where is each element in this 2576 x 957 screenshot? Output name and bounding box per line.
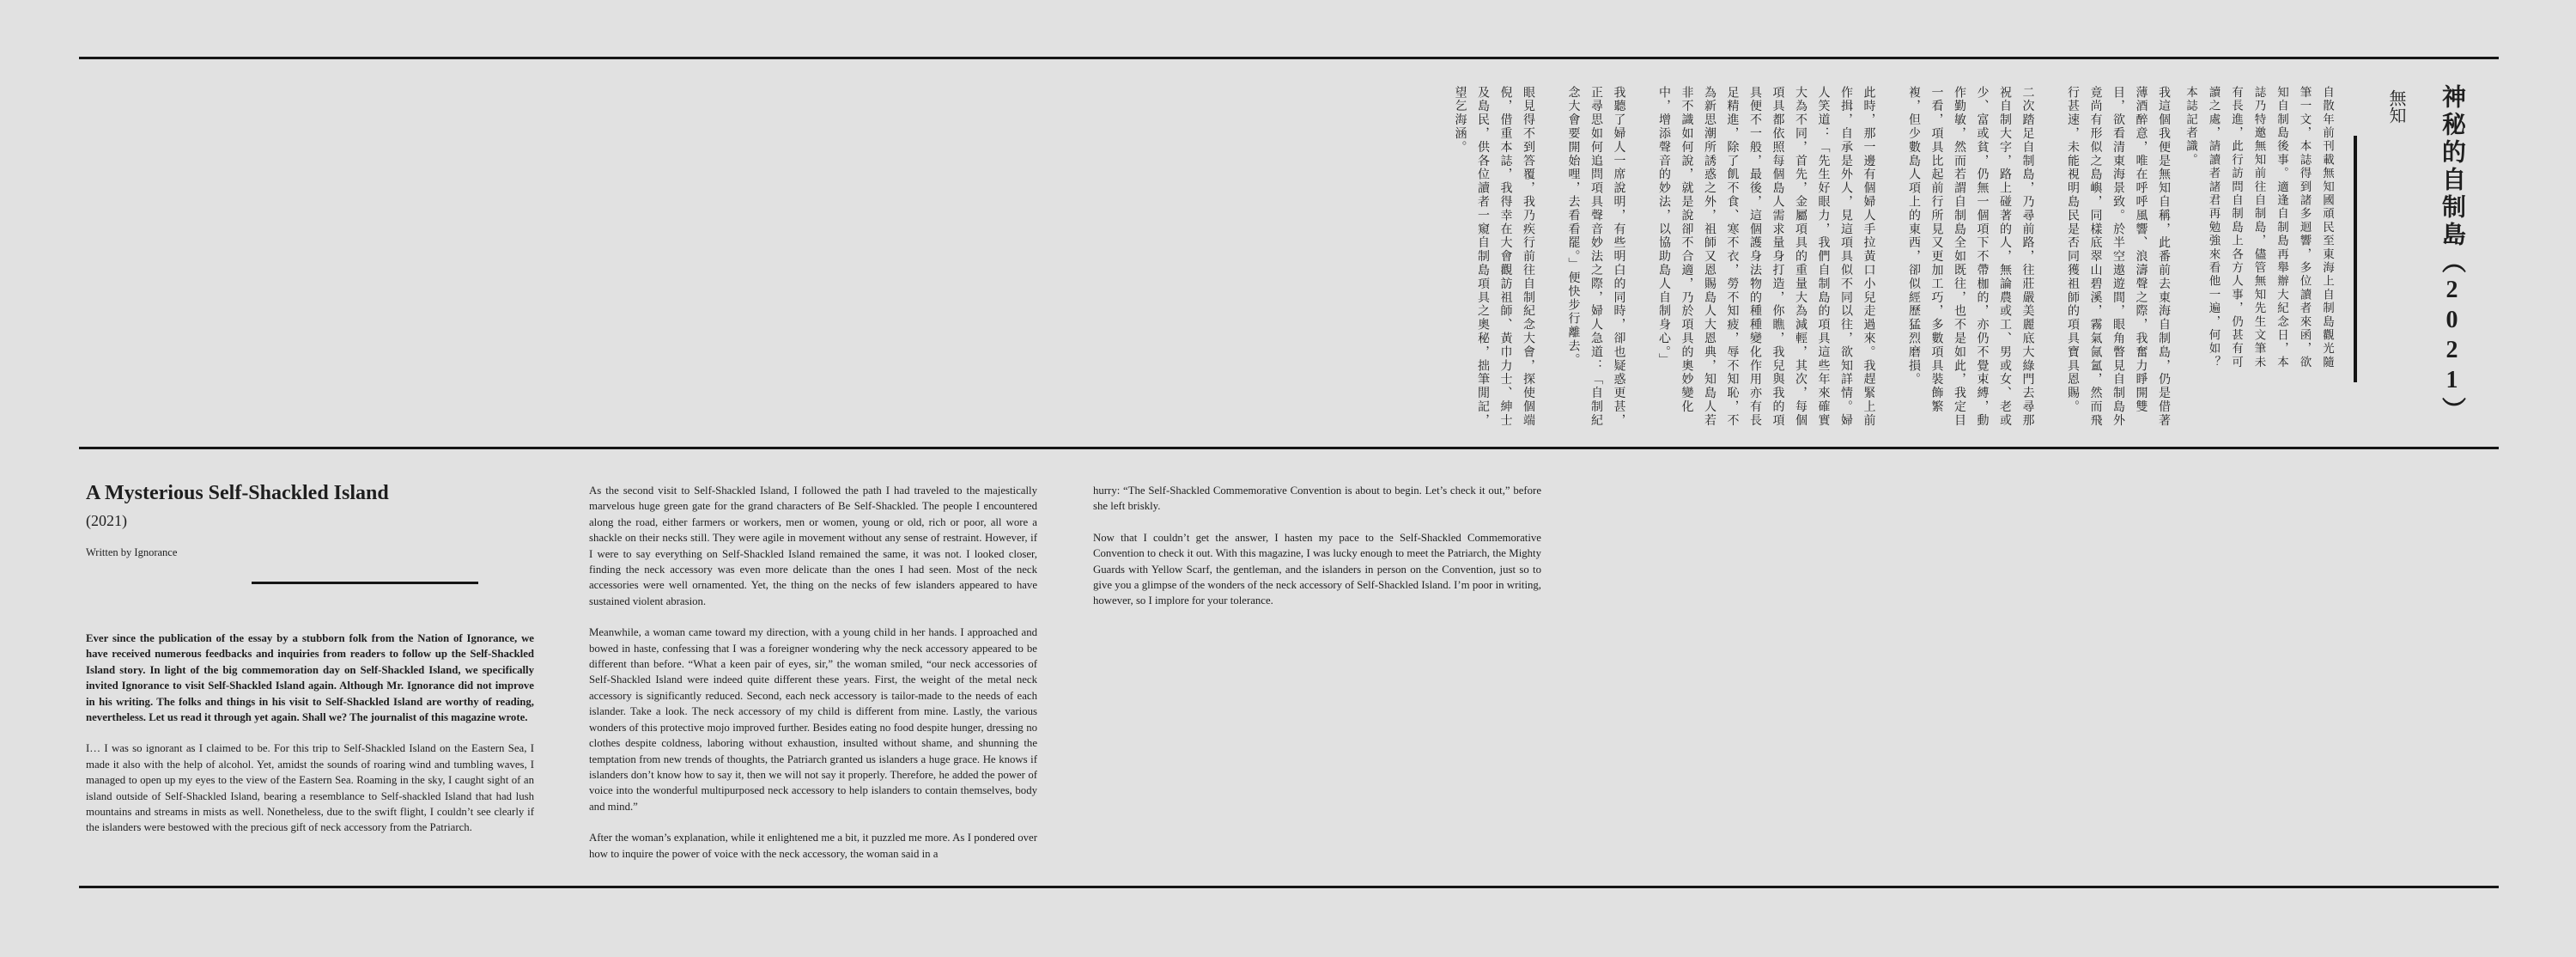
english-paragraph: Now that I couldn’t get the answer, I hasten my pace to the Self-Shackled Commemorative Convention to check it out. With this magazine, I was lucky enough to meet the Patriarch, the Mighty Guards with Yellow Scarf, the gentleman, and the islanders in person on the Convention, just so to give you a glimpse of the wonders of the neck accessory of Self-Shackled Island. I’m poor in writing, however, so I implore for your tolerance. xyxy=(1093,531,1541,607)
chinese-paragraph: 二次踏足自制島，乃尋前路，往莊嚴美麗底大綠門去尋那祝自制大字，路上碰著的人，無論農或工、男或女、老或少、富或貧，仍無一個項下不帶枷的，亦仍不覺束縛，動作勤敏，然而若謂自制島全如既往，也不是如此，我定目一看，項具比起前行所見又更加工巧，多數項具裝飾繁複，但少數島人項上的東西，卻似經歷猛烈磨損。 xyxy=(1907,86,2034,428)
chinese-paragraph: 此時，那一邊有個婦人手拉黃口小兒走過來。我趕緊上前作揖，自承是外人，見這項具似不同以往，欲知詳情。婦人笑道：「先生好眼力，我們自制島的項具這些年來確實大為不同，首先，金屬項具的重量大為減輕，其次，每個項具都依照每個島人需求量身打造，你瞧，我兒與我的項具便不一般，最後，這個護身法物的種種變化作用亦有長足精進，除了飢不食、寒不衣，勞不知疲，辱不知恥，不為新思潮所誘惑之外，祖師又恩賜島人大恩典，知島人若非不識如何說，就是說卻不合適，乃於項具的奧妙變化中，增添聲音的妙法，以協助島人自制身心。」 xyxy=(1657,86,1875,428)
bottom-rule xyxy=(79,886,2499,888)
chinese-accent-bar xyxy=(2354,136,2357,382)
english-intro-paragraph: Ever since the publication of the essay by a stubborn folk from the Nation of Ignorance, we have received numerous feedbacks and inquiries from readers to follow up the Self-Shackled Island story. In light of the big commemoration day on Self-Shackled Island, we specifically invited Ignorance to visit Self-Shackled Island again. Although Mr. Ignorance did not improve in his writing. The folks and things in his visit to Self-Shackled Island are worthy of reading, nevertheless. Let us read it through yet again. Shall we? The journalist of this magazine wrote. xyxy=(86,632,534,724)
top-rule xyxy=(79,57,2499,59)
chinese-paragraph: 眼見得不到答覆，我乃疾行前往自制紀念大會，探使個端倪，借重本誌，我得幸在大會觀訪祖師、黃巾力士、紳士及島民，供各位讀者一窺自制島項具之奧秘，拙筆閒記，望乞海涵。 xyxy=(1453,86,1534,428)
english-column-1 xyxy=(86,631,534,851)
chinese-body xyxy=(1247,86,2174,430)
english-year: (2021) xyxy=(86,512,127,529)
english-column-3 xyxy=(1093,483,1541,625)
english-paragraph: Meanwhile, a woman came toward my direction, with a young child in her hands. I approached and bowed in haste, confessing that I was a foreigner wondering why the neck accessory appeared to be different than before. “What a keen pair of eyes, sir,” the woman smiled, “our neck accessories of Self-Shackled Island were indeed quite different these years. First, the weight of the metal neck accessory is significantly reduced. Second, each neck accessory is tailor-made to the needs of each islander. Take a look. The neck accessory of my child is different from mine. Lastly, the various wonders of this protective mojo improved further. Besides eating no food despite hunger, dressing no clothes despite coldness, laboring without exhaustion, insulted without shame, and shunning the temptation from new trends of thoughts, the Patriarch granted us islanders a huge grace. He knows if islanders don’t know how to say it, then we will not say it properly. Therefore, he added the power of voice into the wonderful multipurposed neck accessory to help islanders to contain themselves, body and mind.” xyxy=(589,626,1037,813)
chinese-intro: 自散年前刊載無知國頑民至東海上自制島觀光隨筆一文，本誌得到諸多迴響，多位讀者來函，欲知自制島後事。適逢自制島再舉辦大紀念日，本誌乃特邀無知前往自制島，儘管無知先生文筆未有長進，此行訪問自制島上各方人事，仍甚有可讀之處，請讀者諸君再勉強來看他一遍，何如？本誌記者識。 xyxy=(2184,86,2334,369)
middle-rule xyxy=(79,447,2499,449)
english-paragraph: I… I was so ignorant as I claimed to be. For this trip to Self-Shackled Island on the Eastern Sea, I made it also with the help of alcohol. Yet, amidst the sounds of roaring wind and tumbling waves, I managed to open up my eyes to the view of the Eastern Sea. Roaming in the sky, I caught sight of an island outside of Self-Shackled Island, bearing a resemblance to Self-shackled Island that had lush mountains and streams in mists as well. Nonetheless, due to the swift flight, I couldn’t see clearly if the islanders were bestowed with the precious gift of neck accessory from the Patriarch. xyxy=(86,742,534,834)
english-paragraph: After the woman’s explanation, while it enlightened me a bit, it puzzled me more. As I pondered over how to inquire the power of voice with the neck accessory, the woman said in a xyxy=(589,832,1037,860)
english-paragraph: As the second visit to Self-Shackled Island, I followed the path I had traveled to the majestically marvelous huge green gate for the grand characters of Be Self-Shackled. The people I encountered along the road, either farmers or workers, men or women, young or old, rich or poor, all wore a shackle on their necks still. They were agile in movement without any sense of restraint. However, if I were to say everything on Self-Shackled Island remained the same, it was not. I looked closer, finding the neck accessory was even more delicate than the ones I had seen. Most of the neck accessories were well ornamented. Yet, the thing on the necks of few islanders appeared to have sustained violent abrasion. xyxy=(589,485,1037,607)
chinese-paragraph: 我這個我便是無知自稱，此番前去東海自制島，仍是借著薄酒醉意，唯在呼呼風響、浪濤聲之際，我奮力睜開雙目，欲看清東海景致。於半空遨遊間，眼角瞥見自制島外竟尚有形似之島嶼，同樣底翠山碧溪，霧氣氤氳，然而飛行甚速，未能視明島民是否同獲祖師的項具寶具恩賜。 xyxy=(2066,86,2170,428)
chinese-author: 無知 xyxy=(2386,89,2405,124)
english-column-2 xyxy=(589,483,1037,877)
title-divider xyxy=(252,582,478,584)
english-byline: Written by Ignorance xyxy=(86,546,178,558)
english-title: A Mysterious Self-Shackled Island xyxy=(86,482,389,504)
chinese-title: 神秘的自制島（2021） xyxy=(2439,84,2465,424)
chinese-paragraph: 我聽了婦人一席說明，有些明白的同時，卻也疑惑更甚，正尋思如何追問項具聲音妙法之際，婦人急道：「自制紀念大會要開始哩，去看看罷。」便快步行離去。 xyxy=(1566,86,1625,428)
english-paragraph: hurry: “The Self-Shackled Commemorative Convention is about to begin. Let’s check it out,” before she left briskly. xyxy=(1093,485,1541,513)
